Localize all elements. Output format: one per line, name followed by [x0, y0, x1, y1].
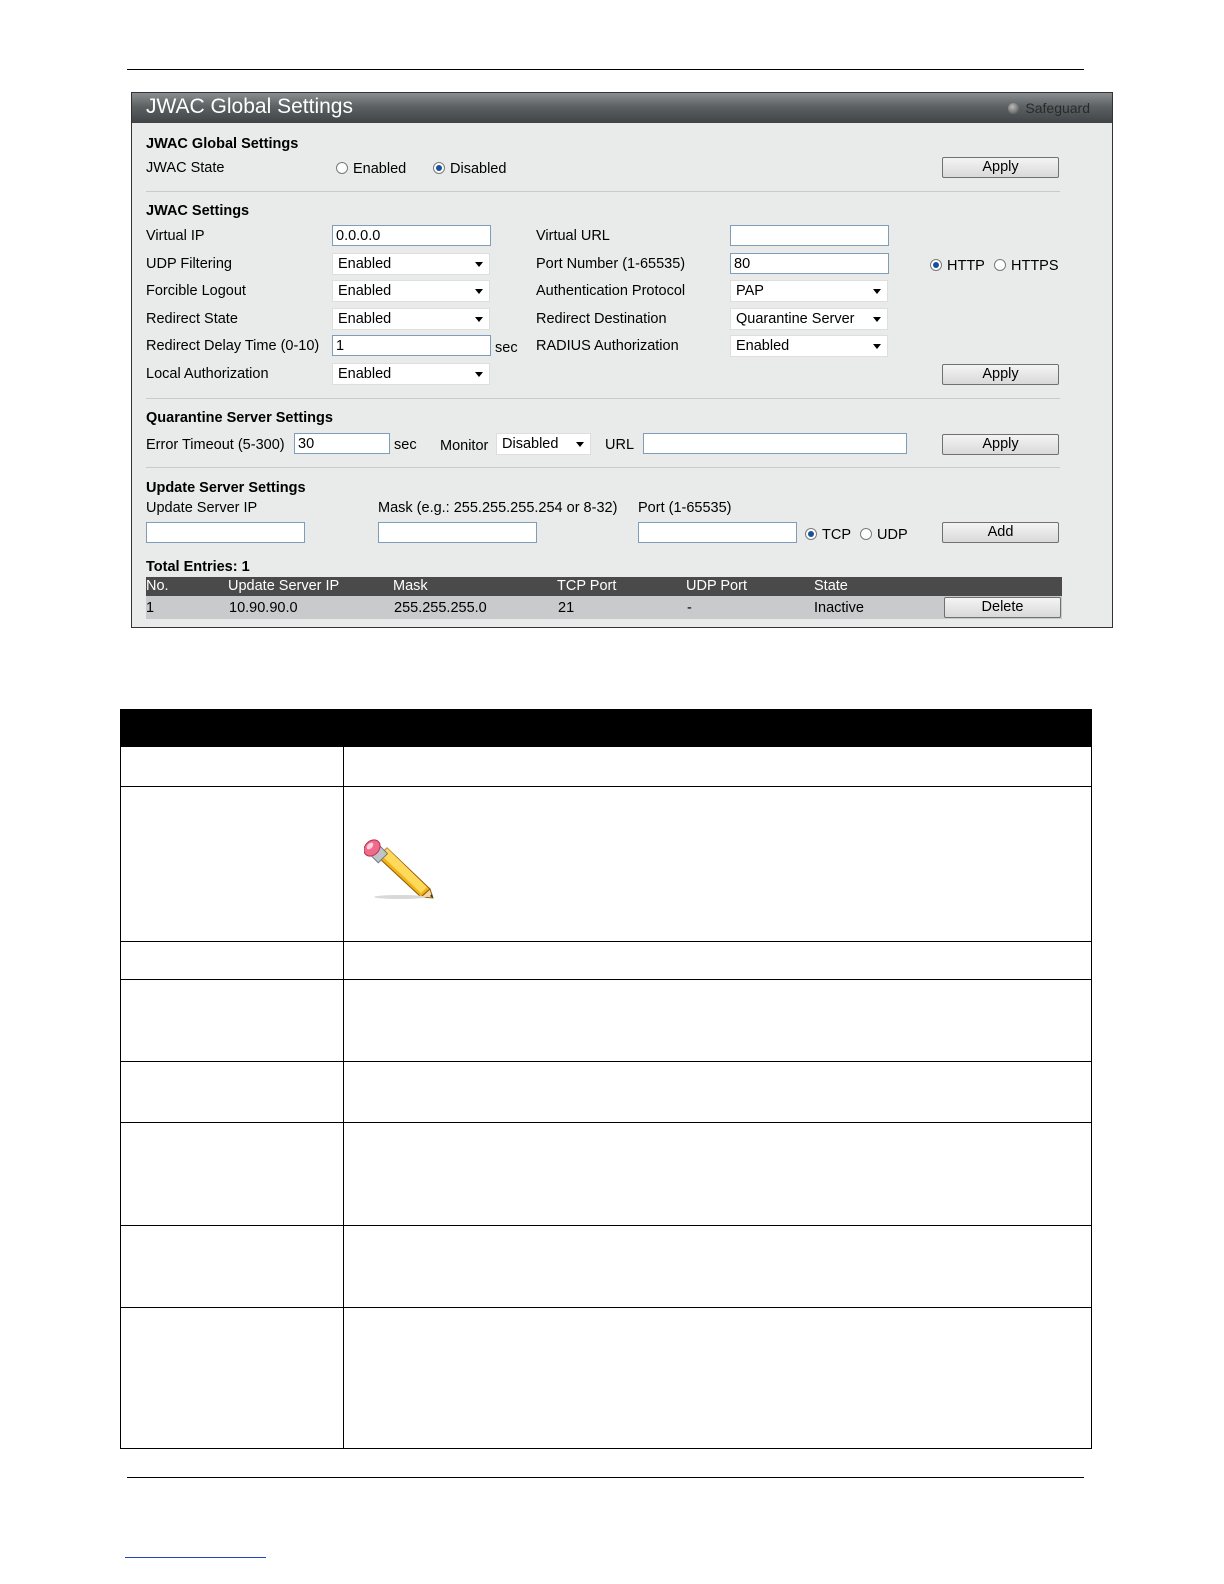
update-server-heading: Update Server Settings: [146, 480, 306, 496]
panel-titlebar: [132, 93, 1112, 123]
column-header: TCP Port: [557, 578, 617, 594]
table-header: [146, 577, 1062, 596]
description-row: [120, 1123, 1092, 1226]
chevron-down-icon: [475, 317, 483, 322]
column-header: Mask: [393, 578, 428, 594]
table-row: [146, 596, 1062, 619]
virtual-url-input[interactable]: [730, 225, 889, 246]
error-timeout-label: Error Timeout (5-300): [146, 437, 285, 453]
virtual-ip-input[interactable]: [332, 225, 491, 246]
port-number-label: Port Number (1-65535): [536, 256, 686, 272]
https-option[interactable]: [994, 258, 1059, 274]
tcp-text: TCP: [822, 527, 851, 543]
jwac-state-label: JWAC State: [146, 160, 225, 176]
jwac-state-enabled-text: Enabled: [353, 161, 407, 177]
add-button[interactable]: Add: [942, 522, 1059, 543]
global-apply-button[interactable]: Apply: [942, 157, 1059, 178]
panel-title: JWAC Global Settings: [146, 95, 353, 118]
description-row: [120, 980, 1092, 1062]
mask-label: Mask (e.g.: 255.255.255.254 or 8-32): [378, 500, 618, 516]
column-divider: [343, 1062, 344, 1122]
udp-option[interactable]: [860, 527, 908, 543]
quarantine-apply-button[interactable]: Apply: [942, 434, 1059, 455]
chevron-down-icon: [873, 317, 881, 322]
virtual-url-label: Virtual URL: [536, 228, 610, 244]
url-label: URL: [605, 437, 635, 453]
chevron-down-icon: [475, 262, 483, 267]
total-entries: Total Entries: 1: [146, 559, 250, 575]
mask-input[interactable]: [378, 522, 537, 543]
safeguard-icon: [1008, 103, 1019, 114]
quarantine-url-input[interactable]: [643, 433, 907, 454]
chevron-down-icon: [475, 289, 483, 294]
global-settings-heading: JWAC Global Settings: [146, 136, 299, 152]
column-header: UDP Port: [686, 578, 747, 594]
description-table-header: [120, 709, 1092, 747]
chevron-down-icon: [873, 344, 881, 349]
footer-rule: [127, 1477, 1084, 1478]
column-divider: [343, 747, 344, 786]
row-server-ip: 10.90.90.0: [229, 600, 298, 616]
redirect-destination-value: Quarantine Server: [736, 311, 855, 327]
update-server-ip-label: Update Server IP: [146, 500, 258, 516]
jwac-state-enabled-radio[interactable]: [336, 162, 348, 174]
row-tcp-port: 21: [558, 600, 575, 616]
divider: [146, 398, 1060, 399]
column-divider: [343, 787, 344, 941]
jwac-global-settings-panel: [131, 92, 1113, 628]
divider: [146, 191, 1060, 192]
column-header: No.: [146, 578, 169, 594]
virtual-ip-label: Virtual IP: [146, 228, 205, 244]
column-divider: [343, 1226, 344, 1307]
forcible-logout-value: Enabled: [338, 283, 392, 299]
monitor-value: Disabled: [502, 436, 559, 452]
chevron-down-icon: [576, 442, 584, 447]
description-row: [120, 747, 1092, 787]
column-divider: [343, 1123, 344, 1225]
divider: [146, 467, 1060, 468]
jwac-settings-heading: JWAC Settings: [146, 203, 250, 219]
column-divider: [343, 1308, 344, 1448]
row-no: 1: [146, 600, 155, 616]
redirect-destination-label: Redirect Destination: [536, 311, 667, 327]
column-header: Update Server IP: [228, 578, 340, 594]
auth-protocol-label: Authentication Protocol: [536, 283, 686, 299]
column-divider: [343, 941, 344, 979]
quarantine-heading: Quarantine Server Settings: [146, 410, 333, 426]
error-timeout-input[interactable]: [294, 433, 390, 454]
description-row: [120, 1226, 1092, 1308]
update-server-ip-input[interactable]: [146, 522, 305, 543]
redirect-delay-unit: sec: [495, 340, 518, 356]
redirect-state-value: Enabled: [338, 311, 392, 327]
description-row: [120, 1308, 1092, 1449]
safeguard-indicator: [1008, 100, 1090, 116]
safeguard-label: Safeguard: [1025, 100, 1090, 116]
port-number-input[interactable]: [730, 253, 889, 274]
udp-filtering-select[interactable]: [332, 253, 490, 275]
header-rule: [127, 69, 1084, 70]
jwac-state-enabled-option[interactable]: [336, 161, 406, 177]
settings-apply-button[interactable]: Apply: [942, 364, 1059, 385]
chevron-down-icon: [873, 289, 881, 294]
redirect-state-select[interactable]: [332, 308, 490, 330]
column-header: State: [814, 578, 848, 594]
auth-protocol-select[interactable]: [730, 280, 888, 302]
row-state: Inactive: [814, 600, 864, 616]
udp-filtering-label: UDP Filtering: [146, 256, 232, 272]
radius-authorization-select[interactable]: [730, 335, 888, 357]
radius-authorization-label: RADIUS Authorization: [536, 338, 679, 354]
description-row: [120, 787, 1092, 942]
port-label: Port (1-65535): [638, 500, 732, 516]
udp-text: UDP: [877, 527, 908, 543]
row-udp-port: -: [687, 600, 692, 616]
http-text: HTTP: [947, 258, 985, 274]
port-input[interactable]: [638, 522, 797, 543]
redirect-state-label: Redirect State: [146, 311, 238, 327]
tcp-option[interactable]: [805, 527, 851, 543]
local-authorization-label: Local Authorization: [146, 366, 269, 382]
jwac-state-disabled-option[interactable]: [433, 161, 506, 177]
description-table: [120, 709, 1092, 1449]
chevron-down-icon: [475, 372, 483, 377]
forcible-logout-select[interactable]: [332, 280, 490, 302]
jwac-state-disabled-text: Disabled: [450, 161, 507, 177]
pencil-icon: [364, 837, 434, 899]
redirect-destination-select[interactable]: [730, 308, 888, 330]
monitor-select[interactable]: [496, 433, 591, 455]
redirect-delay-label: Redirect Delay Time (0-10): [146, 338, 320, 354]
jwac-state-disabled-radio[interactable]: [433, 162, 445, 174]
https-text: HTTPS: [1011, 258, 1059, 274]
http-option[interactable]: [930, 258, 985, 274]
http-radio[interactable]: [930, 259, 942, 271]
redirect-delay-input[interactable]: [332, 335, 491, 356]
forcible-logout-label: Forcible Logout: [146, 283, 246, 299]
tcp-radio[interactable]: [805, 528, 817, 540]
description-row: [120, 1062, 1092, 1123]
udp-radio[interactable]: [860, 528, 872, 540]
row-mask: 255.255.255.0: [394, 600, 487, 616]
https-radio[interactable]: [994, 259, 1006, 271]
local-authorization-value: Enabled: [338, 366, 392, 382]
column-divider: [343, 980, 344, 1061]
udp-filtering-value: Enabled: [338, 256, 392, 272]
radius-authorization-value: Enabled: [736, 338, 790, 354]
footer-link-underline: [125, 1557, 266, 1558]
description-row: [120, 941, 1092, 980]
error-timeout-unit: sec: [394, 437, 417, 453]
delete-button[interactable]: Delete: [944, 597, 1061, 618]
monitor-label: Monitor: [440, 438, 489, 454]
auth-protocol-value: PAP: [736, 283, 764, 299]
local-authorization-select[interactable]: [332, 363, 490, 385]
